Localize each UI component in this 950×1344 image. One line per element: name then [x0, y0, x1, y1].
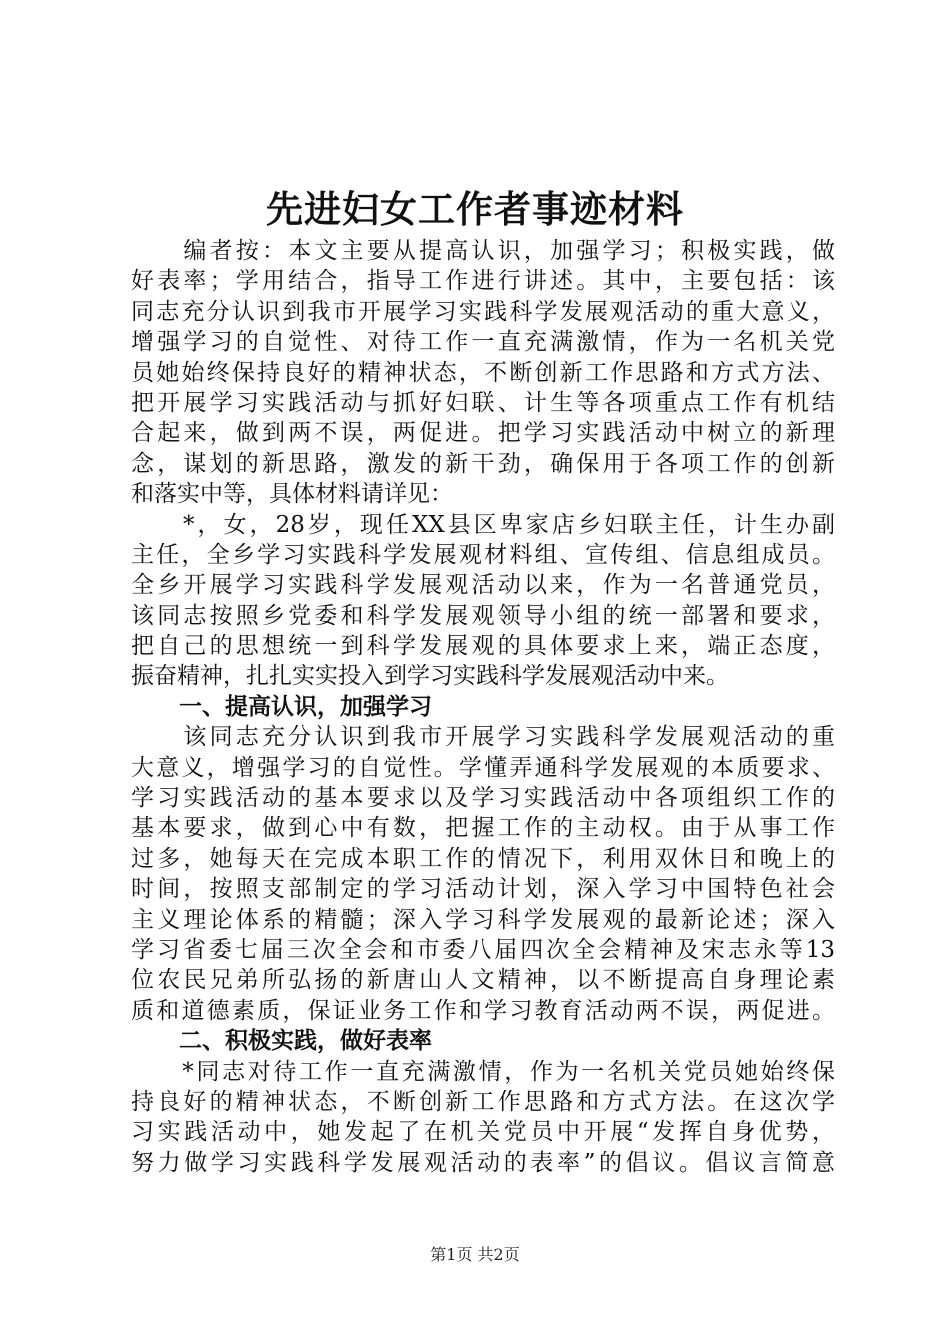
text-line: 质和道德素质，保证业务工作和学习教育活动两不误，两促进。 [131, 997, 835, 1024]
document-title: 先进妇女工作者事迹材料 [266, 187, 684, 231]
text-line: 和落实中等，具体材料请详见： [131, 481, 453, 508]
text-line: 合起来，做到两不误，两促进。把学习实践活动中树立的新理 [131, 420, 835, 447]
text-line: 努力做学习实践科学发展观活动的表率”的倡议。倡议言简意 [131, 1149, 835, 1176]
text-line: 过多，她每天在完成本职工作的情况下，利用双休日和晚上的 [131, 845, 835, 872]
text-line: 习实践活动中，她发起了在机关党员中开展“发挥自身优势， [131, 1119, 835, 1146]
text-line: 编者按：本文主要从提高认识，加强学习；积极实践，做 [131, 238, 835, 264]
text-line: 学习实践活动的基本要求以及学习实践活动中各项组织工作的 [131, 785, 835, 812]
text-line: 基本要求，做到心中有数，把握工作的主动权。由于从事工作 [131, 815, 835, 842]
text-line: 位农民兄弟所弘扬的新唐山人文精神，以不断提高自身理论素 [131, 967, 835, 994]
text-line: 主义理论体系的精髓；深入学习科学发展观的最新论述；深入 [131, 906, 835, 933]
text-line: 全乡开展学习实践科学发展观活动以来，作为一名普通党员， [131, 572, 835, 599]
section-heading: 二、积极实践，做好表率 [179, 1028, 432, 1055]
text-line: 该同志按照乡党委和科学发展观领导小组的统一部署和要求， [131, 602, 835, 629]
page-number: 第1页 共2页 [430, 1245, 520, 1264]
text-line: 该同志充分认识到我市开展学习实践科学发展观活动的重 [131, 724, 835, 751]
text-line: 把自己的思想统一到科学发展观的具体要求上来，端正态度， [131, 633, 835, 660]
text-line: 主任，全乡学习实践科学发展观材料组、宣传组、信息组成员。 [131, 541, 835, 568]
text-line: 时间，按照支部制定的学习活动计划，深入学习中国特色社会 [131, 876, 835, 903]
text-line: 持良好的精神状态，不断创新工作思路和方式方法。在这次学 [131, 1088, 835, 1115]
text-line: 大意义，增强学习的自觉性。学懂弄通科学发展观的本质要求、 [131, 754, 835, 781]
section-heading: 一、提高认识，加强学习 [179, 693, 432, 720]
text-line: 同志充分认识到我市开展学习实践科学发展观活动的重大意义， [131, 298, 835, 325]
text-line: 员她始终保持良好的精神状态，不断创新工作思路和方式方法、 [131, 359, 835, 386]
text-line: 增强学习的自觉性、对待工作一直充满激情，作为一名机关党 [131, 329, 835, 356]
text-line: 念，谋划的新思路，激发的新干劲，确保用于各项工作的创新 [131, 450, 835, 477]
text-line: *，女，28岁，现任XX县区卑家店乡妇联主任，计生办副 [131, 511, 835, 538]
document-body [131, 236, 835, 1178]
text-line: 学习省委七届三次全会和市委八届四次全会精神及宋志永等13 [131, 936, 835, 963]
text-line: 好表率；学用结合，指导工作进行讲述。其中，主要包括：该 [131, 268, 835, 295]
text-line: 振奋精神，扎扎实实投入到学习实践科学发展观活动中来。 [131, 663, 729, 690]
text-line: 把开展学习实践活动与抓好妇联、计生等各项重点工作有机结 [131, 389, 835, 416]
text-line: *同志对待工作一直充满激情，作为一名机关党员她始终保 [131, 1058, 835, 1085]
